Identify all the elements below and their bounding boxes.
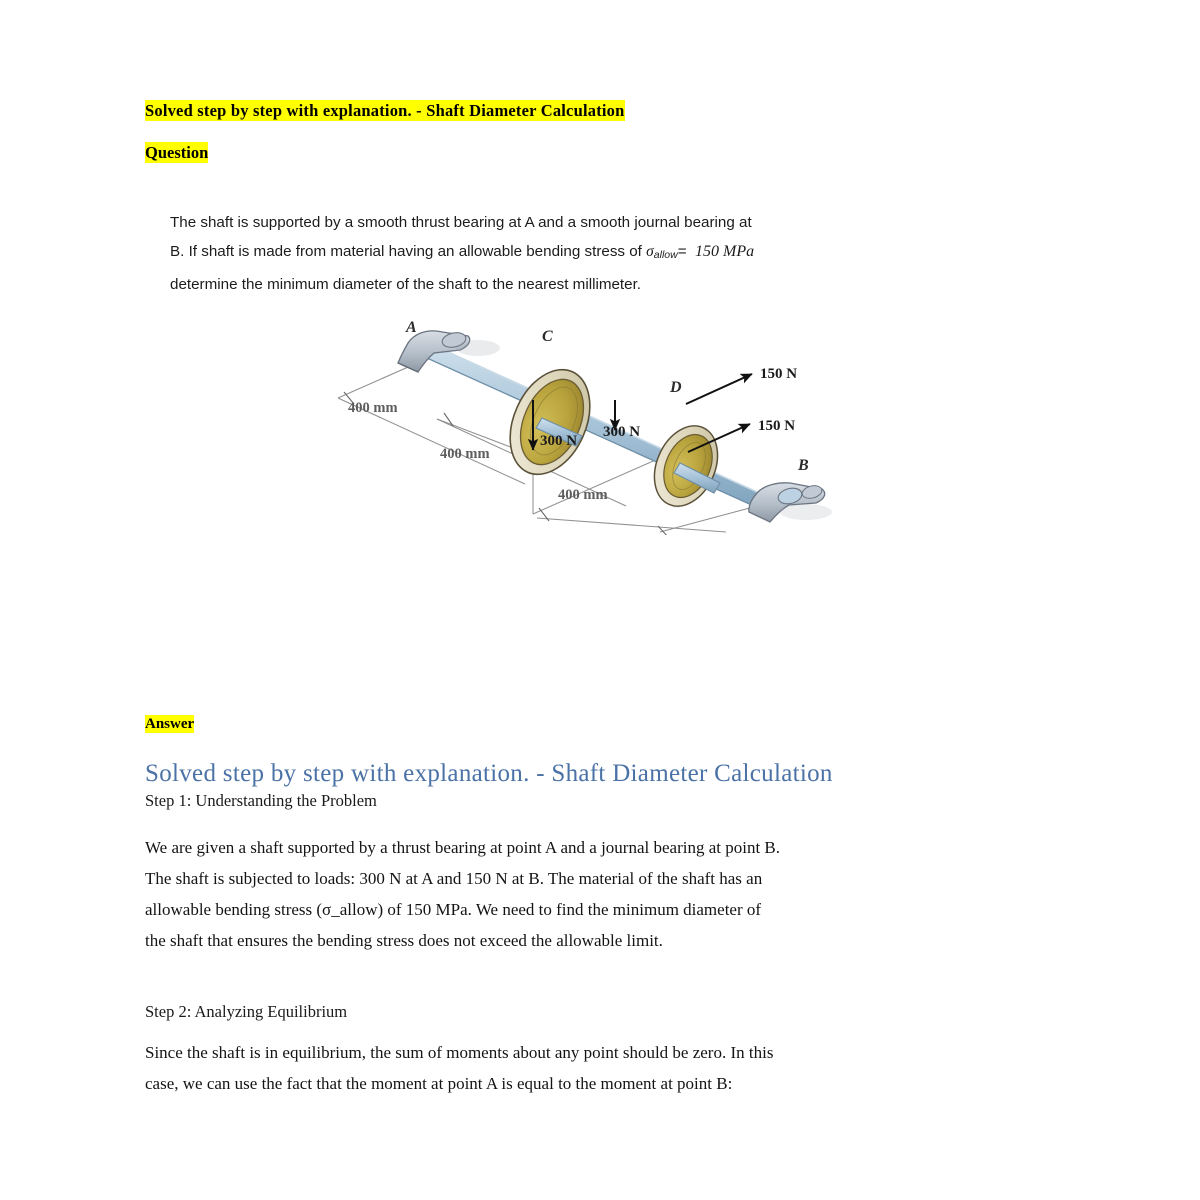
step-1-line-3: allowable bending stress (σ_allow) of 150 MPa. We need to find the minimum diameter of: [145, 900, 762, 919]
pulley-c: [495, 357, 606, 487]
journal-bearing-b: [749, 483, 832, 522]
question-heading: [145, 143, 208, 163]
step-1-label: Step 1: Understanding the Problem: [145, 791, 377, 810]
question-statement: [170, 208, 1030, 299]
question-line-2: [170, 237, 1030, 270]
step-2-label: Step 2: Analyzing Equilibrium: [145, 1002, 348, 1021]
sigma-symbol: σ: [646, 243, 654, 260]
answer-heading-text: Answer: [145, 716, 195, 732]
label-point-a: A: [406, 319, 417, 336]
equals-sign: =: [677, 243, 687, 260]
step-1-line-2: The shaft is subjected to loads: 300 N at A and 150 N at B. The material of the shaft has an: [145, 869, 763, 888]
shaft-highlight: [426, 342, 775, 500]
question-line-2-text: B. If shaft is made from material having an allowable bending stress of: [170, 243, 647, 260]
dimension-label-3: 400 mm: [558, 487, 608, 503]
answer-title: Solved step by step with explanation. - Shaft Diameter Calculation: [145, 760, 833, 787]
sigma-subscript: allow: [653, 249, 678, 261]
dimension-label-2: 400 mm: [440, 446, 490, 462]
step-1-paragraph: [145, 832, 1060, 956]
step-2-line-2: case, we can use the fact that the moment at point A is equal to the moment at point B:: [145, 1074, 733, 1093]
force-label-150n-upper: 150 N: [760, 366, 798, 382]
label-point-c: C: [542, 328, 553, 345]
tick-3: [539, 508, 549, 521]
question-line-3: determine the minimum diameter of the shaft to the nearest millimeter.: [170, 276, 642, 293]
label-point-d: D: [670, 379, 682, 396]
force-label-300n-right: 300 N: [603, 424, 641, 440]
bearing-a-shadow: [456, 340, 500, 356]
dim-line-3: [537, 518, 726, 532]
pulley-d: [642, 416, 729, 516]
step-1-line-4: the shaft that ensures the bending stress does not exceed the allowable limit.: [145, 931, 663, 950]
page-title-text: Solved step by step with explanation. - Shaft Diameter Calculation: [145, 101, 625, 120]
step-2-line-1: Since the shaft is in equilibrium, the sum of moments about any point should be zero. In this: [145, 1043, 774, 1062]
question-line-1: The shaft is supported by a smooth thrust bearing at A and a smooth journal bearing at: [170, 214, 752, 231]
label-point-b: B: [798, 457, 809, 474]
bearing-b-shadow: [780, 504, 832, 520]
answer-heading: [145, 715, 194, 734]
shaft-diagram-figure: [320, 300, 880, 535]
dimension-label-1: 400 mm: [348, 400, 398, 416]
page-title: [145, 101, 625, 121]
stress-value: 150 MPa: [695, 243, 755, 260]
shaft-diagram-svg: [320, 300, 880, 535]
question-heading-text: Question: [145, 143, 209, 162]
force-arrow-150n-upper: [686, 374, 752, 404]
force-label-150n-lower: 150 N: [758, 418, 796, 434]
step-2-paragraph: [145, 1037, 1063, 1099]
force-label-300n-left: 300 N: [540, 433, 578, 449]
step-1-line-1: We are given a shaft supported by a thrust bearing at point A and a journal bearing at point B.: [145, 838, 781, 857]
